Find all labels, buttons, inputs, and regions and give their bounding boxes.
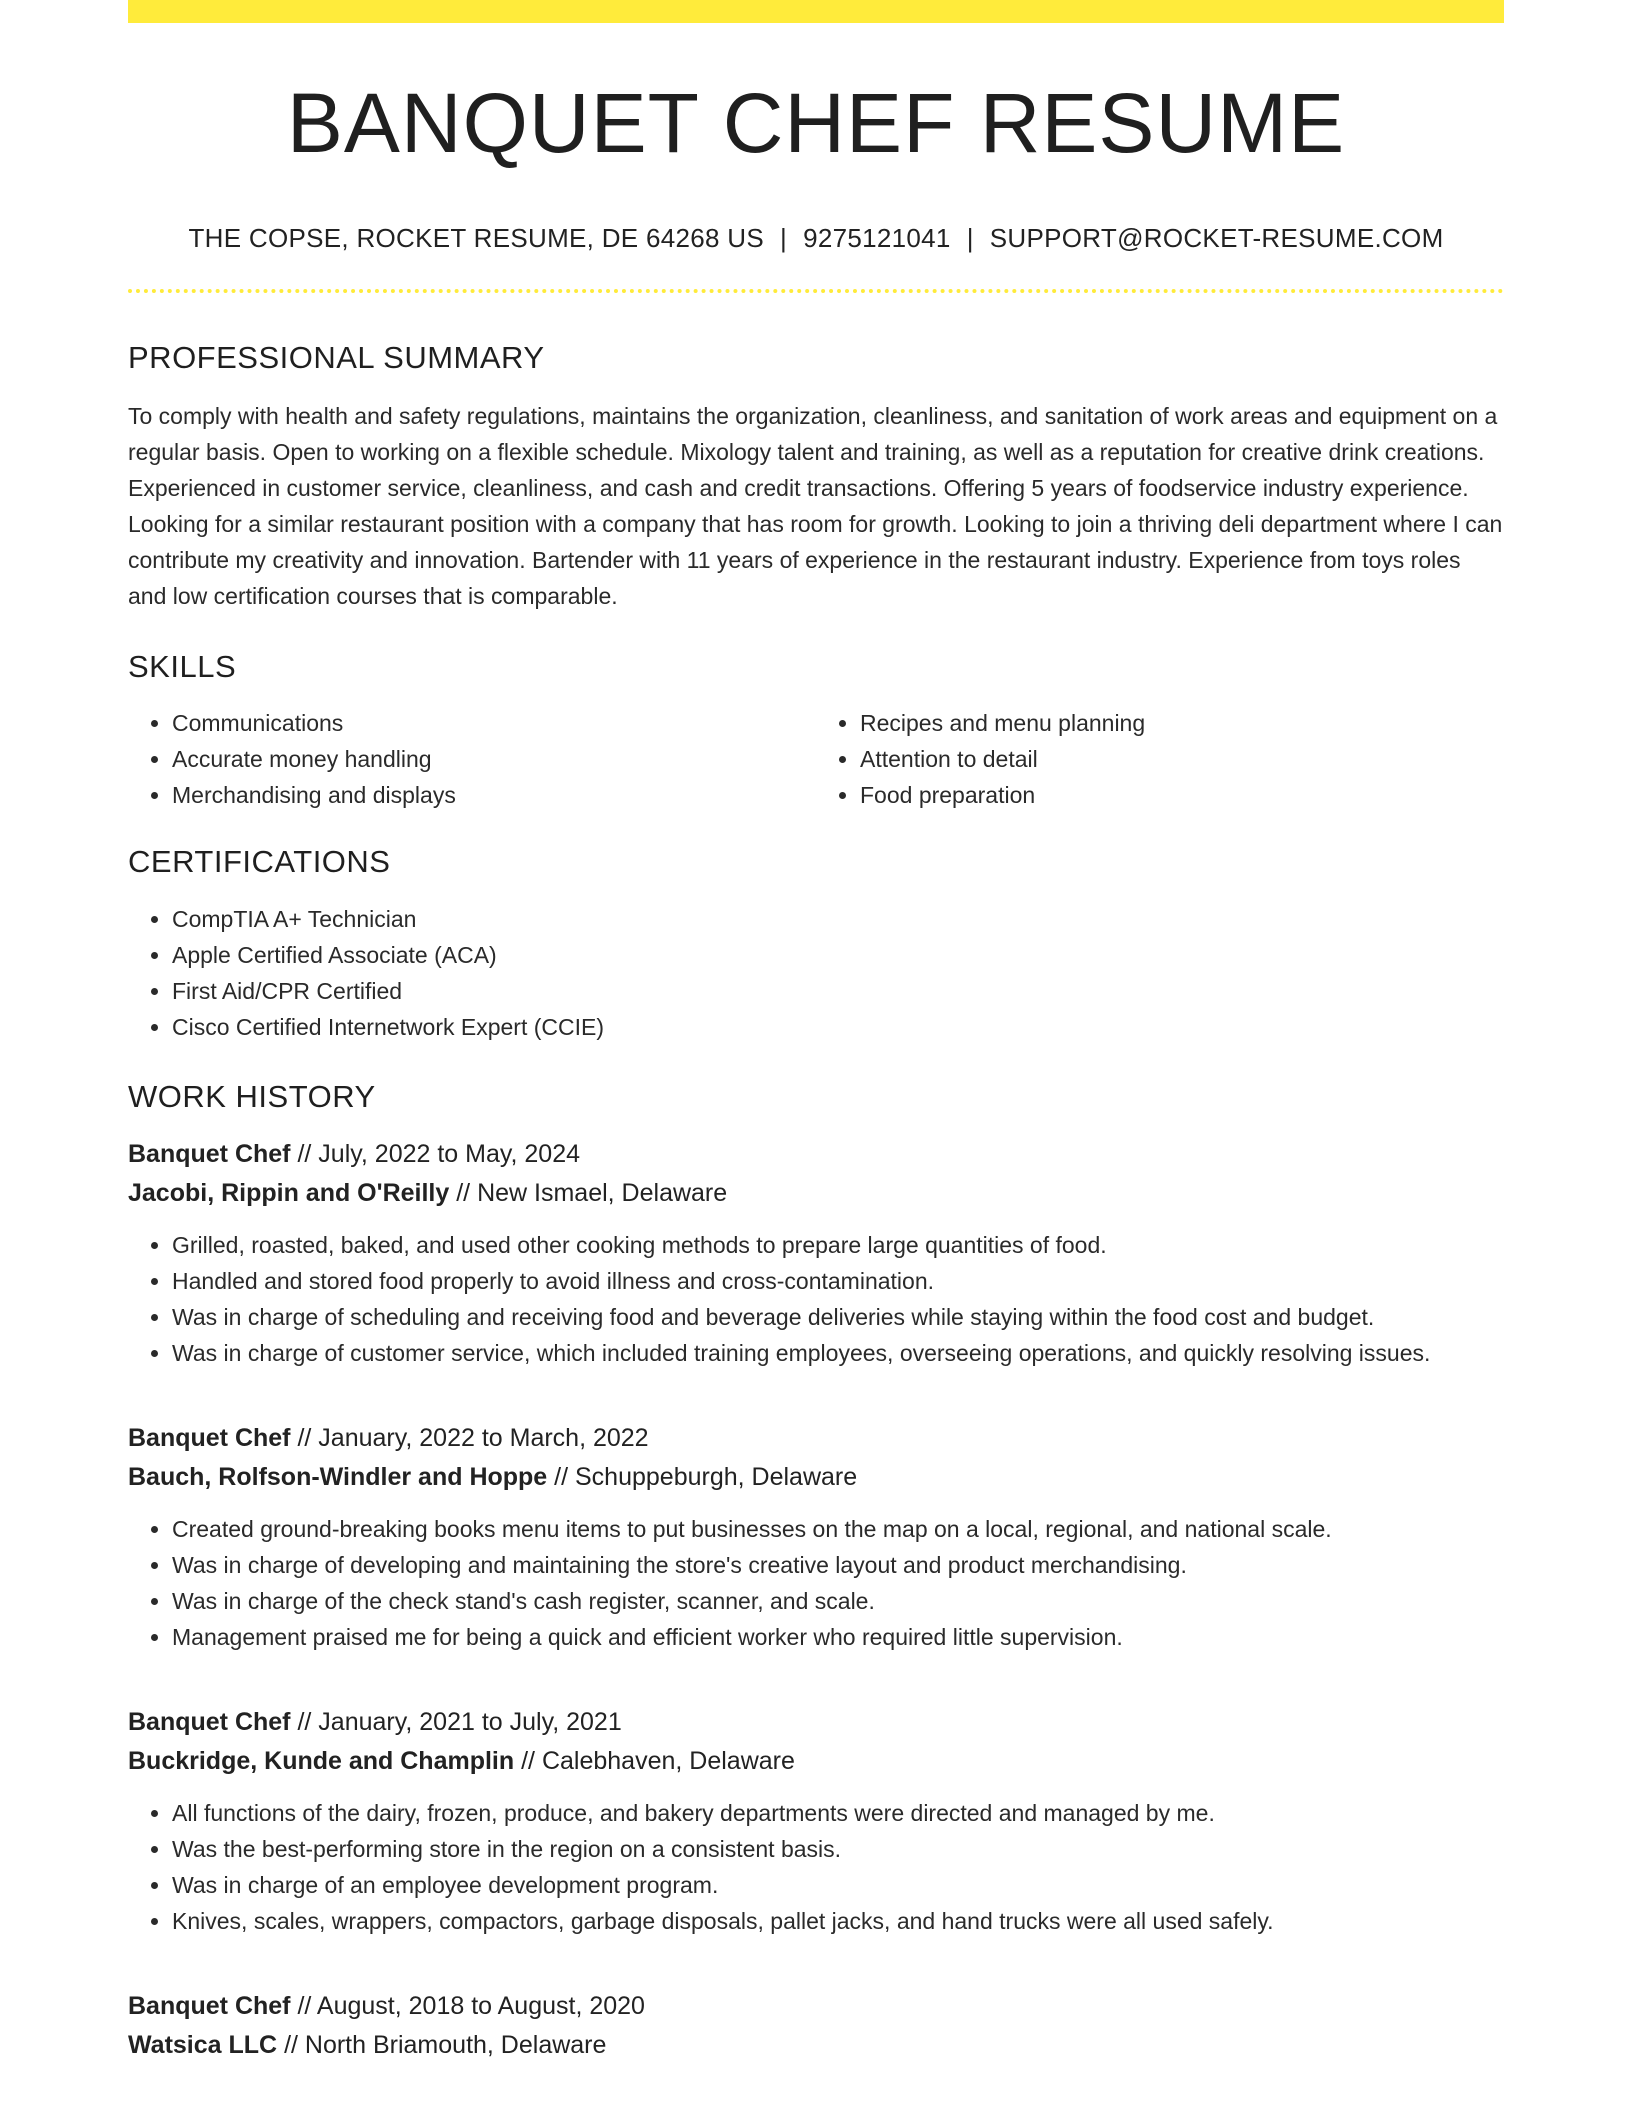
job-bullet: • Knives, scales, wrappers, compactors, garbage disposals, pallet jacks, and hand trucks were all used safely. [172,1903,1504,1939]
job-company-line [128,1174,1504,1213]
job-bullet: • Was in charge of scheduling and receiving food and beverage deliveries while staying within the food cost and budget. [172,1299,1504,1335]
job-company: Buckridge, Kunde and Champlin [128,1746,515,1775]
job-company: Bauch, Rolfson-Windler and Hoppe [128,1462,548,1491]
certification-item: • Cisco Certified Internetwork Expert (CCIE) [172,1009,1504,1045]
contact-phone: 9275121041 [803,223,951,253]
job-company-line [128,1742,1504,1781]
job-title: Banquet Chef [128,1707,291,1736]
job-entry [128,1987,1504,2065]
certification-item: • First Aid/CPR Certified [172,973,1504,1009]
top-accent-bar [128,0,1504,23]
skill-item: • Communications [172,705,816,741]
summary-heading: PROFESSIONAL SUMMARY [128,340,545,375]
certification-item: • CompTIA A+ Technician [172,901,1504,937]
job-location: // Calebhaven, Delaware [521,1746,795,1775]
resume-title: BANQUET CHEF RESUME [286,76,1346,170]
job-company: Jacobi, Rippin and O'Reilly [128,1178,450,1207]
skills-columns [128,705,1504,813]
skills-list-right [816,705,1504,813]
contact-address: THE COPSE, ROCKET RESUME, DE 64268 US [188,223,765,253]
contact-separator: | [780,223,788,253]
job-dates: // August, 2018 to August, 2020 [297,1991,645,2020]
job-title-line [128,1135,1504,1174]
job-bullet: • Was in charge of an employee development program. [172,1867,1504,1903]
dotted-divider [128,289,1504,293]
job-location: // North Briamouth, Delaware [284,2030,607,2059]
job-bullets [128,1511,1504,1655]
job-location: // New Ismael, Delaware [456,1178,728,1207]
job-location: // Schuppeburgh, Delaware [554,1462,858,1491]
job-company: Watsica LLC [128,2030,278,2059]
job-entry [128,1419,1504,1655]
job-bullet: • Management praised me for being a quick and efficient worker who required little supervision. [172,1619,1504,1655]
job-bullet: • Created ground-breaking books menu items to put businesses on the map on a local, regional, and national scale. [172,1511,1504,1547]
job-title-line [128,1703,1504,1742]
certifications-list [128,901,1504,1045]
job-bullet: • Was in charge of the check stand's cash register, scanner, and scale. [172,1583,1504,1619]
job-dates: // January, 2022 to March, 2022 [297,1423,649,1452]
job-bullet: • Was in charge of customer service, which included training employees, overseeing operations, and quickly resolving issues. [172,1335,1504,1371]
job-title: Banquet Chef [128,1991,291,2020]
skill-item: • Accurate money handling [172,741,816,777]
job-bullet: • Handled and stored food properly to avoid illness and cross-contamination. [172,1263,1504,1299]
resume-page [128,0,1504,2065]
skill-item: • Recipes and menu planning [860,705,1504,741]
summary-section [128,339,1504,614]
job-title: Banquet Chef [128,1139,291,1168]
contact-email: SUPPORT@ROCKET-RESUME.COM [989,223,1444,253]
job-bullet: • Was in charge of developing and maintaining the store's creative layout and product merchandising. [172,1547,1504,1583]
skill-item: • Food preparation [860,777,1504,813]
job-bullet: • Was the best-performing store in the region on a consistent basis. [172,1831,1504,1867]
skills-heading: SKILLS [128,649,237,685]
job-bullets [128,1795,1504,1939]
job-bullets [128,1227,1504,1371]
job-entry [128,1135,1504,1371]
skills-list-left [128,705,816,813]
job-title: Banquet Chef [128,1423,291,1452]
job-dates: // July, 2022 to May, 2024 [297,1139,581,1168]
certifications-heading: CERTIFICATIONS [128,844,391,880]
job-company-line [128,1458,1504,1497]
job-bullet: • All functions of the dairy, frozen, produce, and bakery departments were directed and managed by me. [172,1795,1504,1831]
job-entry [128,1703,1504,1939]
job-company-line [128,2026,1504,2065]
contact-separator: | [966,223,974,253]
job-bullet: • Grilled, roasted, baked, and used other cooking methods to prepare large quantities of food. [172,1227,1504,1263]
certifications-section [128,843,1504,1044]
skill-item: • Attention to detail [860,741,1504,777]
skill-item: • Merchandising and displays [172,777,816,813]
work-history-section [128,1078,1504,2065]
job-dates: // January, 2021 to July, 2021 [297,1707,622,1736]
skills-section [128,648,1504,813]
summary-text: To comply with health and safety regulations, maintains the organization, cleanliness, and sanitation of work areas and equipment on a regular basis. Open to working on a flexible schedule. Mixology talent and training, as well as a reputation for creative drink creations. Experienced in customer service, cleanliness, and cash and credit transactions. Offering 5 years of foodservice industry experience. Looking for a similar restaurant position with a company that has room for growth. Looking to join a thriving deli department where I can contribute my creativity and innovation. Bartender with 11 years of experience in the restaurant industry. Experience from toys roles and low certification courses that is comparable. [128,403,1503,610]
contact-line [128,223,1504,254]
job-title-line [128,1987,1504,2026]
work-history-heading: WORK HISTORY [128,1078,376,1114]
certification-item: • Apple Certified Associate (ACA) [172,937,1504,973]
job-title-line [128,1419,1504,1458]
